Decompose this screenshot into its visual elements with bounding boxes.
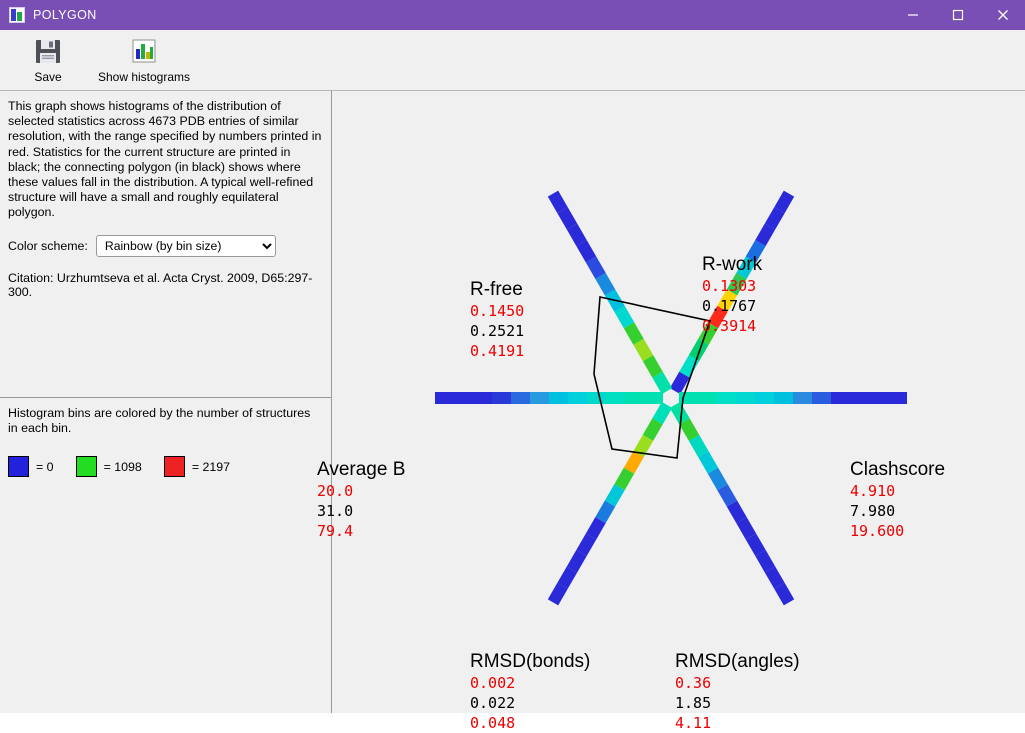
axis-bar-rmsd-bonds xyxy=(548,402,672,605)
legend-label: = 2197 xyxy=(191,459,231,474)
citation-text: Citation: Urzhumtseva et al. Acta Cryst. 2009, D65:297-300. xyxy=(8,270,313,299)
histogram-icon xyxy=(129,34,159,68)
axis-current: 7.980 xyxy=(850,502,896,520)
axis-min: 20.0 xyxy=(317,482,354,500)
info-panel xyxy=(0,91,331,398)
color-scheme-select[interactable] xyxy=(96,235,276,257)
title-bar xyxy=(0,0,1025,30)
show-histograms-label: Show histograms xyxy=(97,70,191,84)
description-text: This graph shows histograms of the distribution of selected statistics across 4673 PDB entries of similar resolution, with the range specified by numbers printed in red. Statistics for the current structure are printed in black; the connecting polygon (in black) shows where these values fall in the distribution. A typical well-refined structure will have a small and roughly equilateral polygon. xyxy=(8,99,322,220)
axis-bar-clashscore xyxy=(679,392,907,404)
show-histograms-button[interactable] xyxy=(96,34,192,84)
axis-label-r-free xyxy=(470,279,524,361)
minimize-icon[interactable] xyxy=(890,0,935,30)
axis-label-rmsd-angles xyxy=(675,651,800,733)
axis-max: 0.4191 xyxy=(470,342,525,360)
axis-max: 79.4 xyxy=(317,522,354,540)
legend-swatch-red xyxy=(164,456,185,477)
axis-label-r-work xyxy=(702,254,762,336)
axis-label-rmsd-bonds xyxy=(470,651,590,733)
axis-label-average-b xyxy=(317,459,405,541)
legend-row xyxy=(8,456,323,477)
polygon-graph xyxy=(332,91,1025,717)
axis-title: RMSD(bonds) xyxy=(470,651,591,672)
save-icon xyxy=(33,34,63,68)
legend-item xyxy=(8,456,54,477)
axis-title: Clashscore xyxy=(850,459,946,480)
axis-bar-average-b xyxy=(435,392,663,404)
axis-current: 0.022 xyxy=(470,694,516,712)
legend-swatch-green xyxy=(76,456,97,477)
color-scheme-label: Color scheme: xyxy=(8,238,88,253)
window-title: POLYGON xyxy=(33,8,97,22)
axis-max: 4.11 xyxy=(675,714,712,732)
axis-label-clashscore xyxy=(850,459,945,541)
axis-title: RMSD(angles) xyxy=(675,651,800,672)
axis-bar-r-free xyxy=(548,191,672,394)
legend-item xyxy=(164,456,230,477)
axis-bar-rmsd-angles xyxy=(670,402,794,605)
maximize-icon[interactable] xyxy=(935,0,980,30)
axis-title: R-free xyxy=(470,279,523,300)
axis-current: 31.0 xyxy=(317,502,354,520)
sidebar xyxy=(0,90,332,713)
axis-current: 0.2521 xyxy=(470,322,525,340)
axis-current: 0.1767 xyxy=(702,297,757,315)
toolbar xyxy=(0,30,1025,90)
axis-min: 0.1450 xyxy=(470,302,525,320)
axis-min: 0.002 xyxy=(470,674,516,692)
axis-min: 0.36 xyxy=(675,674,712,692)
axis-min: 4.910 xyxy=(850,482,896,500)
save-button[interactable] xyxy=(0,34,96,84)
axis-min: 0.1303 xyxy=(702,277,757,295)
polygon-plot xyxy=(317,90,1025,732)
window-controls xyxy=(890,0,1025,30)
axis-max: 19.600 xyxy=(850,522,905,540)
axis-current: 1.85 xyxy=(675,694,712,712)
close-icon[interactable] xyxy=(980,0,1025,30)
content-area xyxy=(0,90,1025,732)
axis-title: Average B xyxy=(317,459,406,480)
legend-description: Histogram bins are colored by the number of structures in each bin. xyxy=(8,406,311,436)
app-icon xyxy=(9,7,25,23)
legend-item xyxy=(76,456,142,477)
save-button-label: Save xyxy=(34,70,62,84)
axis-max: 0.048 xyxy=(470,714,516,732)
axis-max: 0.3914 xyxy=(702,317,757,335)
color-scheme-row xyxy=(8,235,323,257)
legend-swatch-blue xyxy=(8,456,29,477)
legend-panel xyxy=(0,398,331,713)
legend-label: = 0 xyxy=(36,459,54,474)
legend-label: = 1098 xyxy=(103,459,142,474)
axis-title: R-work xyxy=(702,254,763,275)
